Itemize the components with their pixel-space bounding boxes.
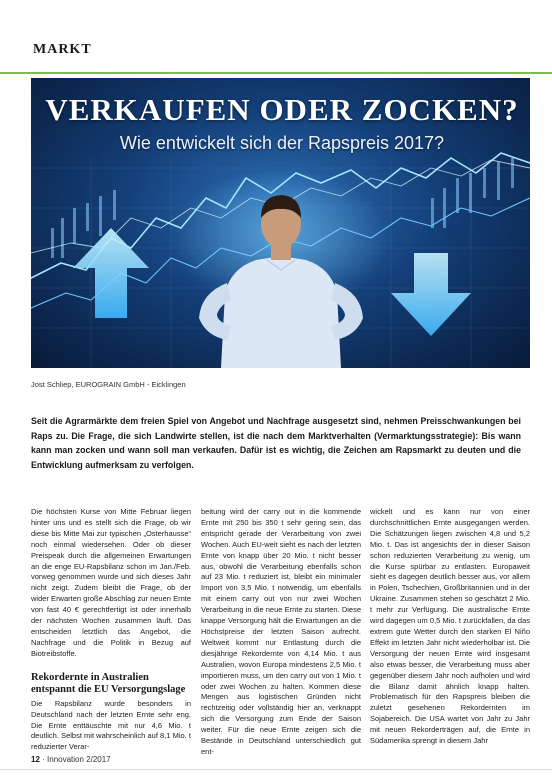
hero-image: [31, 78, 530, 368]
text-column-1: [31, 507, 191, 753]
up-arrow-icon: [73, 228, 149, 318]
lead-paragraph: Seit die Agrarmärkte dem freien Spiel von Angebot und Nachfrage ausgesetzt sind, nehmen Preisschwankungen bei Raps zu. Die Frage, die sich Landwirte stellen, ist die nach dem Marktverhalten (Vermarktungsstrategie): Bis wann kann man zocken und wann soll man verkaufen. Dafür ist es wichtig, die Zeichen am Rapsmarkt zu deuten und die Entwicklung aufmerksam zu verfolgen.: [31, 416, 521, 470]
text-column-2: [201, 507, 361, 758]
hero-subtitle: Wie entwickelt sich der Rapspreis 2017?: [119, 133, 445, 153]
author-caption: Jost Schliep, EUROGRAIN GmbH - Eicklingen: [31, 380, 186, 389]
section-divider: [0, 72, 552, 74]
footer-separator: ·: [39, 755, 48, 764]
section-label: MARKT: [33, 42, 92, 57]
body-paragraph: wickelt und es kann nur von einer durchschnittlichen Ernte ausgegangen werden. Die Schätzungen liegen zwischen 4,8 und 5,2 Mio. t. Das ist angesichts der in dieser Saison schon reduzierten Verarbeitung zu wenig, um die Kurse spürbar zu entlasten. Europaweit sieht es dagegen deutlich besser aus, vor allem in Polen, Tschechien, Großbritannien und in der Ukraine. Zusammen stehen so geschätzt 2 Mio. t mehr zur Verfügung. Die australische Ernte wird dagegen um 0,5 Mio. t zurückfallen, da das extrem gute Wetter durch den starken El Niño Effekt im letzten Jahr nicht wiederholbar ist. Die Versorgung der neuen Ernte wird insgesamt also etwas besser, die Verarbeitung muss aber gegenüber diesem Jahr noch aufholen und wird die Bilanz damit ähnlich knapp halten. Problematisch für den Rapspreis bleiben die zuletzt gesehenen Rekordernten im Sojabereich. Die USA wartet von Jahr zu Jahr mit neuen Rekorderträgen auf, die Ernte in Südamerika sprengt in diesem Jahr: [370, 507, 530, 746]
text-column-3: [370, 507, 530, 747]
section-subheading: Rekordernte in Australien entspannt die EU Versorgungslage: [31, 671, 186, 696]
publication-name: Innovation 2/2017: [47, 755, 111, 764]
page-number: 12: [31, 755, 40, 764]
down-arrow-icon: [391, 253, 471, 336]
body-paragraph: Die Rapsbilanz wurde besonders in Deutschland nach der letzten Ernte sehr eng. Die Ernte enttäuschte mit nur 4,6 Mio. t deutlich. Selbst mit wahrscheinlich auf 8,1 Mio. t reduzierter Verar-: [31, 698, 191, 752]
hero-title: VERKAUFEN ODER ZOCKEN?: [45, 92, 519, 127]
page-footer: [31, 755, 111, 764]
body-paragraph: Die höchsten Kurse von Mitte Februar liegen hinter uns und es stellt sich die Frage, ob wir diese bis Mitte Mai zur typischen „Osterhausse“ noch einmal wiedersehen. Oder ob dieser Preispeak durch die allgemeinen Erwartungen an die enge EU-Rapsbilanz schon im Jan./Feb. vorweg genommen wurde und sich dieses Jahr nicht zeigt. Zudem bleibt die Frage, ob der wider Erwarten große Abschlag zur neuen Ernte von fast 40 € gerechtfertigt ist oder innerhalb der nächsten Wochen zusammen läuft. Das entscheiden letztlich das Angebot, die Nachfrage und die Politik in Bezug auf Biotreibstoffe.: [31, 507, 191, 658]
footer-divider: [0, 769, 552, 770]
body-paragraph: beitung wird der carry out in die kommende Ernte mit 250 bis 350 t sehr gering sein, das entspricht gerade der Verarbeitung von zwei Wochen. Auch EU-weit sieht es nach der letzten Ernte von knapp über 20 Mio. t nicht besser aus, obwohl die Verarbeitung ebenfalls schon auf 23 Mio. t reduziert ist, bleibt ein minimaler Import von 3,5 Mio. t notwendig, um ebenfalls mit einem carry out von nur zwei Wochen Verarbeitung in die neue Ernte zu starten. Diese knappe Versorgung hält die Erwartungen an die Höchstpreise der letzten Saison aufrecht. Weltweit kommt nur Entlastung durch die diesjährige Rekordernte von 4,14 Mio. t aus Australien, wovon Europa mindestens 2,5 Mio. t importieren muss, um den carry out von 1 Mio. t oder zwei Wochen zu halten. Kommen diese Mengen aus logistischen Gründen nicht rechtzeitig oder vollständig hier an, verknappt sich die Versorgung zum Ende der Saison weiter. Für die neue Ernte zeigen sich die Bestände in Deutschland unterschiedlich gut ent-: [201, 507, 361, 756]
